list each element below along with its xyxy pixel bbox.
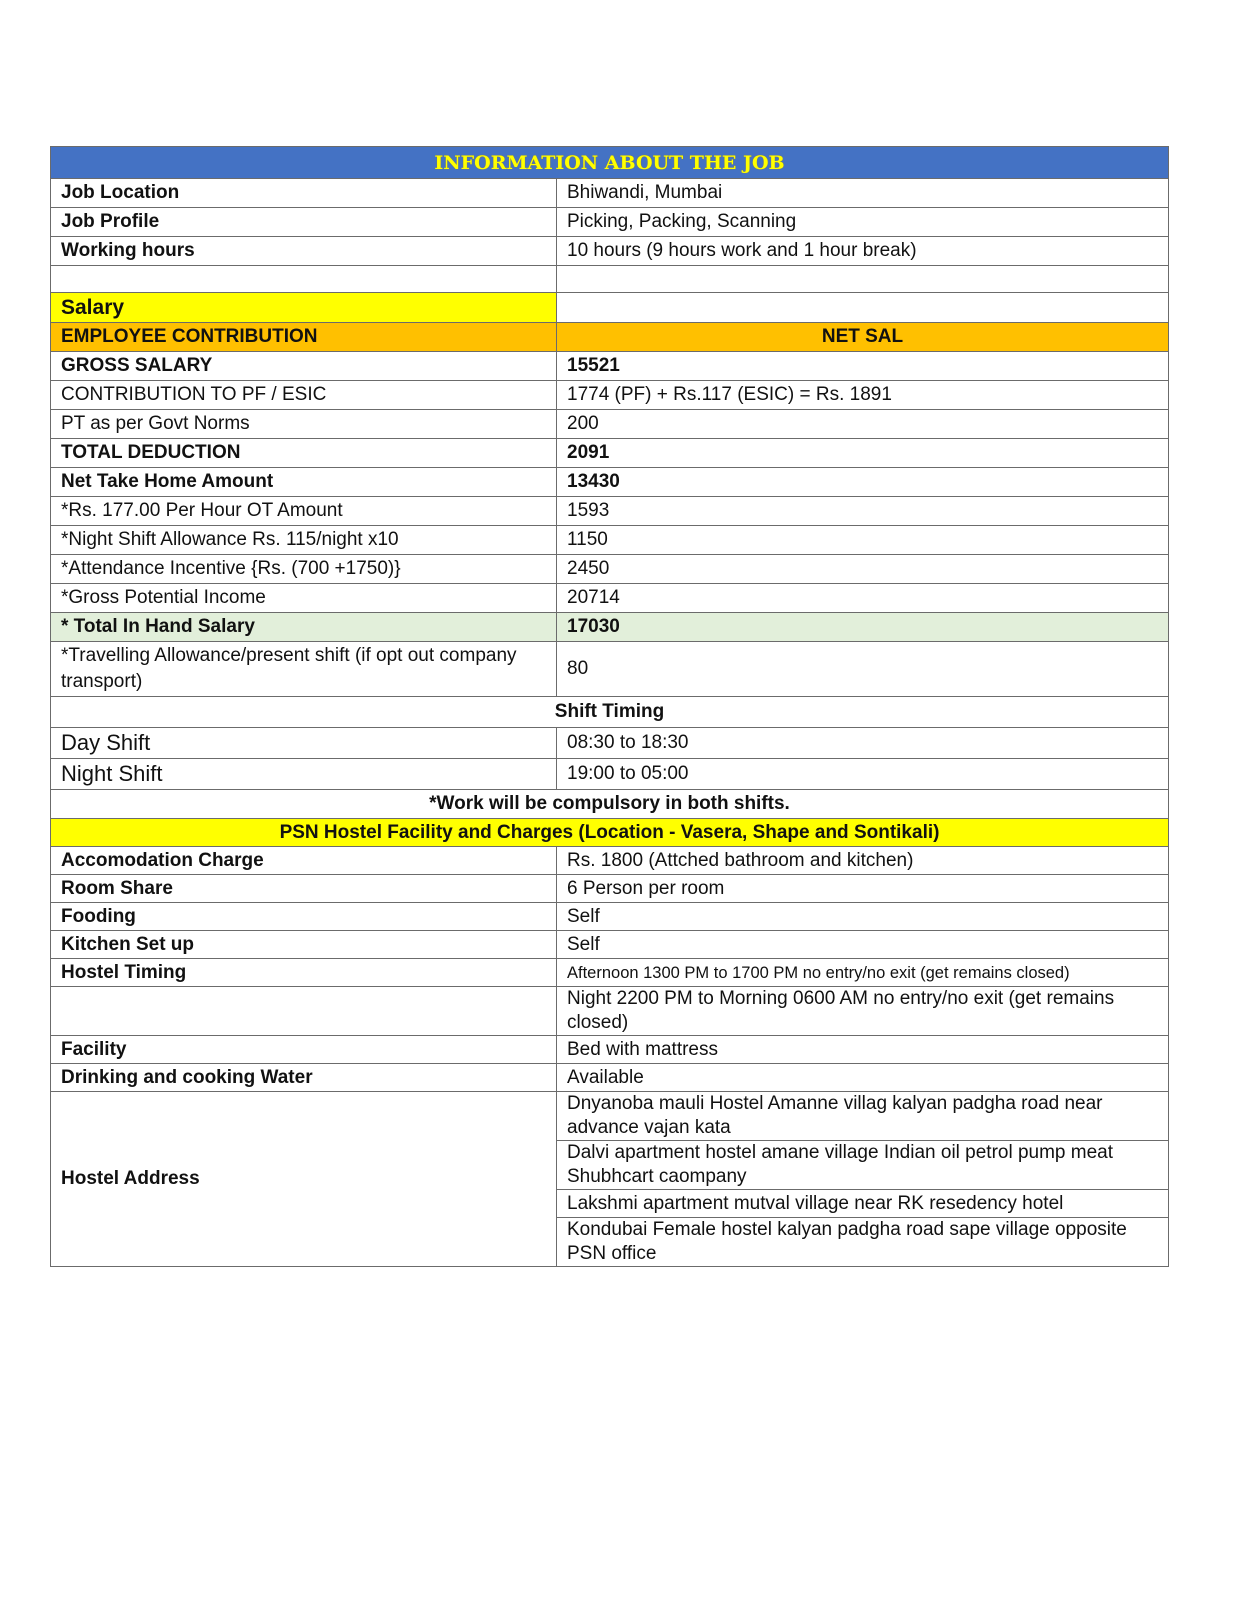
night-allowance-value: 1150 [557,526,1169,555]
empty-cell [557,293,1169,323]
shift-heading-row [51,697,1169,728]
pf-esic-value: 1774 (PF) + Rs.117 (ESIC) = Rs. 1891 [557,381,1169,410]
gross-potential-value: 20714 [557,584,1169,613]
table-title: INFORMATION ABOUT THE JOB [51,147,1169,179]
ot-amount-value: 1593 [557,497,1169,526]
table-row [51,237,1169,266]
travelling-allowance-value: 80 [557,642,1169,697]
hostel-address-2: Dalvi apartment hostel amane village Indian oil petrol pump meat Shubhcart caompany [557,1141,1169,1190]
table-row [51,728,1169,759]
table-row [51,1036,1169,1064]
table-row [51,759,1169,790]
working-hours-value: 10 hours (9 hours work and 1 hour break) [557,237,1169,266]
pt-value: 200 [557,410,1169,439]
hostel-timing-label: Hostel Timing [51,959,557,987]
total-deduction-value: 2091 [557,439,1169,468]
room-share-label: Room Share [51,875,557,903]
gross-salary-label: GROSS SALARY [51,352,557,381]
table-row [51,875,1169,903]
travelling-allowance-label: *Travelling Allowance/present shift (if opt out company transport) [51,642,557,697]
table-row [51,1064,1169,1092]
attendance-incentive-label: *Attendance Incentive {Rs. (700 +1750)} [51,555,557,584]
empty-cell [51,266,557,293]
hostel-timing-empty-label [51,987,557,1036]
table-row [51,381,1169,410]
job-location-value: Bhiwandi, Mumbai [557,179,1169,208]
table-row [51,410,1169,439]
shift-timing-heading: Shift Timing [51,697,1169,728]
attendance-incentive-value: 2450 [557,555,1169,584]
facility-label: Facility [51,1036,557,1064]
table-row [51,526,1169,555]
shift-note: *Work will be compulsory in both shifts. [51,790,1169,819]
table-row [51,1092,1169,1141]
total-in-hand-value: 17030 [557,613,1169,642]
hostel-address-label: Hostel Address [51,1092,557,1267]
hostel-heading-row [51,819,1169,847]
ot-amount-label: *Rs. 177.00 Per Hour OT Amount [51,497,557,526]
night-shift-value: 19:00 to 05:00 [557,759,1169,790]
day-shift-label: Day Shift [51,728,557,759]
water-label: Drinking and cooking Water [51,1064,557,1092]
accommodation-charge-label: Accomodation Charge [51,847,557,875]
job-profile-label: Job Profile [51,208,557,237]
net-take-home-value: 13430 [557,468,1169,497]
hostel-address-1: Dnyanoba mauli Hostel Amanne villag kalyan padgha road near advance vajan kata [557,1092,1169,1141]
salary-label: Salary [51,293,557,323]
night-allowance-label: *Night Shift Allowance Rs. 115/night x10 [51,526,557,555]
fooding-value: Self [557,903,1169,931]
total-deduction-label: TOTAL DEDUCTION [51,439,557,468]
pf-esic-label: CONTRIBUTION TO PF / ESIC [51,381,557,410]
table-row [51,931,1169,959]
day-shift-value: 08:30 to 18:30 [557,728,1169,759]
pt-label: PT as per Govt Norms [51,410,557,439]
hostel-address-4: Kondubai Female hostel kalyan padgha road sape village opposite PSN office [557,1218,1169,1267]
table-row [51,959,1169,987]
table-row [51,903,1169,931]
table-row [51,208,1169,237]
net-take-home-label: Net Take Home Amount [51,468,557,497]
table-row [51,468,1169,497]
job-info-table [50,146,1169,1267]
hostel-timing-afternoon: Afternoon 1300 PM to 1700 PM no entry/no exit (get remains closed) [557,959,1169,987]
net-sal-header: NET SAL [557,323,1169,352]
working-hours-label: Working hours [51,237,557,266]
total-in-hand-label: * Total In Hand Salary [51,613,557,642]
empty-row [51,266,1169,293]
fooding-label: Fooding [51,903,557,931]
gross-salary-value: 15521 [557,352,1169,381]
table-row [51,179,1169,208]
job-location-label: Job Location [51,179,557,208]
table-row [51,439,1169,468]
hostel-address-3: Lakshmi apartment mutval village near RK resedency hotel [557,1190,1169,1218]
kitchen-setup-label: Kitchen Set up [51,931,557,959]
water-value: Available [557,1064,1169,1092]
hostel-heading: PSN Hostel Facility and Charges (Location - Vasera, Shape and Sontikali) [51,819,1169,847]
kitchen-setup-value: Self [557,931,1169,959]
gross-potential-label: *Gross Potential Income [51,584,557,613]
empty-cell [557,266,1169,293]
room-share-value: 6 Person per room [557,875,1169,903]
table-row [51,497,1169,526]
hostel-timing-night: Night 2200 PM to Morning 0600 AM no entry/no exit (get remains closed) [557,987,1169,1036]
contribution-header-row [51,323,1169,352]
table-row [51,555,1169,584]
shift-note-row [51,790,1169,819]
table-row [51,642,1169,697]
table-row [51,987,1169,1036]
facility-value: Bed with mattress [557,1036,1169,1064]
salary-row [51,293,1169,323]
table-row [51,847,1169,875]
table-row [51,613,1169,642]
night-shift-label: Night Shift [51,759,557,790]
accommodation-charge-value: Rs. 1800 (Attched bathroom and kitchen) [557,847,1169,875]
table-row [51,352,1169,381]
employee-contribution-header: EMPLOYEE CONTRIBUTION [51,323,557,352]
job-profile-value: Picking, Packing, Scanning [557,208,1169,237]
table-row [51,584,1169,613]
title-row [51,147,1169,179]
